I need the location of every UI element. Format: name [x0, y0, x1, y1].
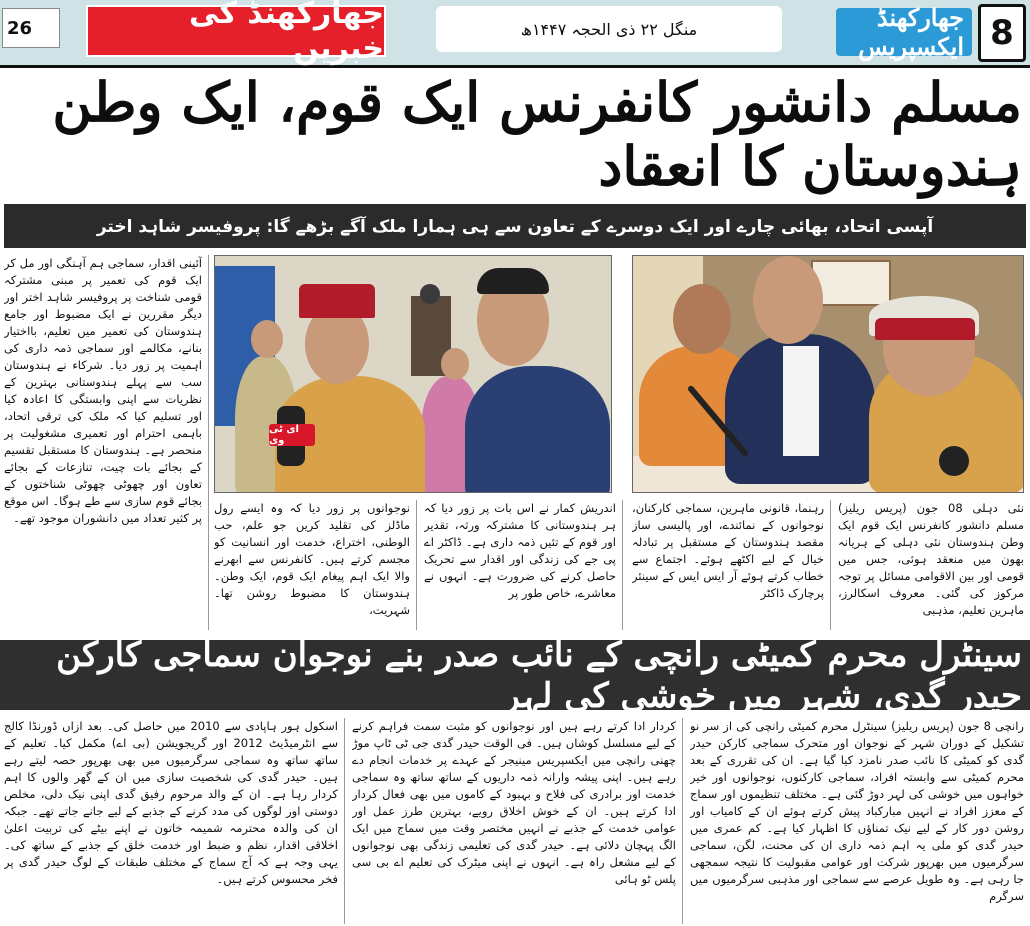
page-header-strip [0, 0, 1030, 68]
page-number-right: 8 [978, 4, 1026, 62]
story2-column-1: رانچی 8 جون (پریس ریلیز) سینٹرل محرم کمیٹی رانچی کی از سر نو تشکیل کے دوران شہر کے نوجوان اور متحرک سماجی کارکن حیدر گدی کو کمیٹی کا نائب صدر نامزد کیا گیا ہے۔ ان کی تقرری کے بعد محرم کمیٹی سے وابستہ افراد، سماجی کارکنوں، نوجوانوں اور خیر خواہوں میں خوشی کی لہر دوڑ گئی ہے۔ مختلف تنظیموں اور سماج کے معزز افراد نے انہیں مبارکباد پیش کرتے ہوئے ان کے کامیاب اور روشن دور کار کے لیے نیک تمناؤں کا اظہار کیا ہے۔ کم عمری میں حیدر گدی کو ملی یہ اہم ذمہ داری ان کی محنت، لگن، سماجی سرگرمیوں میں بھرپور شرکت اور عوامی مقبولیت کا نتیجہ سمجھی جا رہی ہے۔ وہ طویل عرصے سے سماجی اور مذہبی سرگرمیوں میں سرگرم [690, 719, 1024, 903]
page-number-left: 26 [2, 8, 60, 48]
story1-column-2: رہنما، قانونی ماہرین، سماجی کارکنان، نوجوانوں کے نمائندے، اور پالیسی ساز مقصد ہندوستان کے مستقبل پر تبادلہ خیال کے لیے اکٹھے ہوئے۔ اجتماع سے خطاب کرتے ہوئے آر ایس ایس کے سینئر پرچارک ڈاکٹر [632, 501, 824, 600]
story1-photo-conference [632, 255, 1024, 493]
story1-column-1: نئی دہلی 08 جون (پریس ریلیز) مسلم دانشور کانفرنس ایک قوم ایک وطن ہندوستان نئی دہلی کے ہریانہ بھون میں منعقد ہوئی، جس میں قومی اور بین الاقوامی مسائل پر توجہ مرکوز کی گئی۔ معروف اسکالرز، ماہرین تعلیم، مذہبی [838, 501, 1024, 617]
story1-photo-interview [214, 255, 612, 493]
story1-column-3: اندریش کمار نے اس بات پر زور دیا کہ ہر ہندوستانی کا مشترکہ ورثہ، تقدیر اور قوم کے تئیں ذمہ داری ہے۔ ڈاکٹر اے پی جے کی زندگی اور اقدار سے تحریک حاصل کرنے کی ضرورت ہے۔ انہوں نے معاشرے، خاص طور پر [424, 501, 616, 600]
column-divider [622, 500, 623, 630]
dateline: منگل ۲۲ ذی الحجہ ۱۴۴۷ھ [436, 6, 782, 52]
story1-column-5: آئینی اقدار، سماجی ہم آہنگی اور مل کر ایک قوم کی تعمیر پر مبنی مشترکہ قومی شناخت پر پروفیسر شاہد اختر اور دیگر مقررین نے ایک مضبوط اور جامع ہندوستان کی تعمیر میں تعلیم، بااختیار بنانے، مکالمے اور سماجی ذمہ داری کی اہمیت پر زور دیا۔ شرکاء نے ہندوستان سب سے پہلے ہندوستانی بہترین کے نظریات سے اپنی وابستگی کا اعادہ کیا اور تسلیم کیا کہ ملک کی ترقی اتحاد، باہمی احترام اور تعمیری مشغولیت پر منحصر ہے۔ ہندوستان کا مستقبل تقسیم کے بجائے بات چیت، تنازعات کے بجائے تعاون اور چھوٹی چھوٹی شناختوں کے بجائے قوم سازی سے طے ہوگا۔ اس موقع پر کثیر تعداد میں دانشوران موجود تھے۔ [4, 256, 202, 525]
story2-column-2: کردار ادا کرتے رہے ہیں اور نوجوانوں کو مثبت سمت فراہم کرنے کے لیے مسلسل کوشاں ہیں۔ فی الوقت حیدر گدی جی ٹی ٹاپ موڑ چھنی رانچی میں ایکسپریس مینیجر کے عہدے پر خدمات انجام دے رہے ہیں۔ اپنی پیشہ وارانہ ذمہ داریوں کے ساتھ ساتھ وہ سماجی خدمت اور برادری کی فلاح و بہبود کے کاموں میں بھی فعال کردار ادا کرتے ہیں۔ ان کے خوش اخلاق رویے، بہترین طرز عمل اور عوامی خدمت کے جذبے نے انہیں مختصر وقت میں سماج میں ایک الگ پہچان دلائی ہے۔ حیدر گدی کی تعلیمی زندگی بھی نوجوانوں کے لیے مشعل راہ ہے۔ انہوں نے اپنی میٹرک کی تعلیم اے بی سی پلس ٹو ہائی [352, 719, 676, 886]
column-divider [208, 255, 209, 630]
masthead-title: جھارکھنڈ ایکسپریس [858, 3, 964, 61]
column-divider [416, 500, 417, 630]
column-divider [830, 500, 831, 630]
channel-mic-flag: ای ٹی وی [269, 424, 315, 446]
story1-headline: مسلم دانشور کانفرنس ایک قوم، ایک وطن ہندوستان کا انعقاد [52, 70, 1022, 198]
column-divider [344, 718, 345, 924]
story2-column-3: اسکول ہور ہاپادی سے 2010 میں حاصل کی۔ بعد ازاں ڈورنڈا کالج سے انٹرمیڈیٹ 2012 اور گریجویشن (بی اے) مکمل کیا۔ تعلیم کے ساتھ ساتھ وہ سماجی سرگرمیوں میں بھی بھرپور حصہ لیتے رہے ہیں۔ حیدر گدی کی شخصیت سازی میں ان کے گھر والوں کا اہم کردار رہا ہے۔ ان کے والد مرحوم رفیق گدی اپنی نیک دلی، مخلص دوستی اور لوگوں کی مدد کرنے کے جذبے کے لیے جانے جاتے تھے۔ جبکہ ان کی والدہ محترمہ شمیمہ خاتون نے اپنے بیٹے کی تربیت اعلیٰ اخلاقی اقدار، نظم و ضبط اور خدمت خلق کے جذبے کے ساتھ کی۔ یہی وجہ ہے کہ آج سماج کے مختلف طبقات کے لوگ حیدر گدی پر فخر محسوس کرتے ہیں۔ [4, 719, 338, 886]
section-label: جھارکھنڈ کی خبریں [86, 5, 386, 57]
story2-headline: سینٹرل محرم کمیٹی رانچی کے نائب صدر بنے نوجوان سماجی کارکن حیدر گدی، شہر میں خوشی کی لہر [56, 635, 1022, 716]
story1-subheadline: آپسی اتحاد، بھائی چارے اور ایک دوسرے کے تعاون سے ہی ہمارا ملک آگے بڑھے گا: پروفیسر شاہد اختر [4, 204, 1026, 248]
story1-column-4: نوجوانوں پر زور دیا کہ وہ ایسے رول ماڈلز کی تقلید کریں جو علم، حب الوطنی، اختراع، خدمت اور انسانیت کو مجسم کرتے ہیں۔ کانفرنس سے ابھرنے والا ایک اہم پیغام ایک قوم، ایک وطن۔ ہندوستان کا مضبوط روشن تھا۔ شہریت، [214, 501, 410, 617]
column-divider [682, 718, 683, 924]
